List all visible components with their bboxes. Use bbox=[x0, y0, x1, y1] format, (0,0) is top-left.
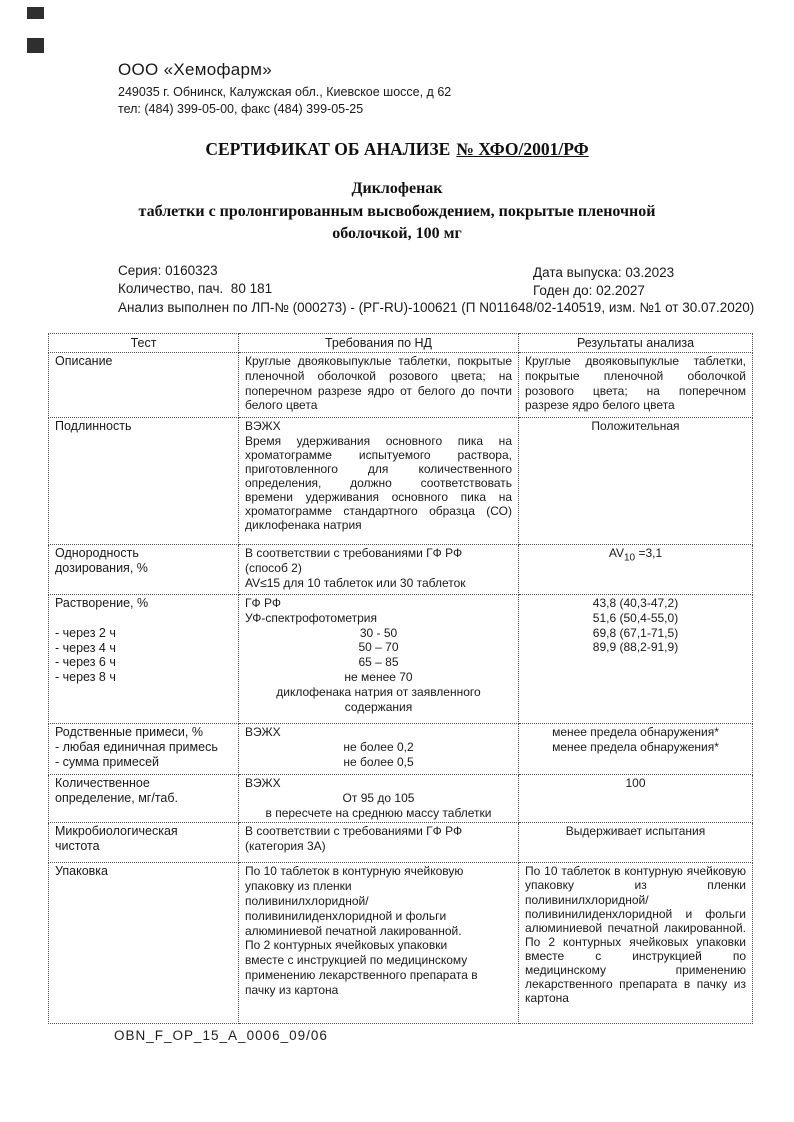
requirement-cell: Круглые двояковыпуклые таблетки, покрытые пленочной оболочкой розового цвета; на поперечном разрезе ядро от белого до почти белого цвета bbox=[239, 353, 519, 418]
test-name-line: Родственные примеси, % bbox=[55, 725, 203, 739]
requirement-line: (способ 2) bbox=[245, 560, 302, 575]
result-cell bbox=[519, 545, 753, 595]
limit-value: 65 – 85 bbox=[358, 655, 399, 670]
column-header-results: Результаты анализа bbox=[519, 334, 753, 353]
company-phone: тел: (484) 399-05-00, факс (484) 399-05-25 bbox=[118, 102, 364, 116]
test-name-line: чистота bbox=[55, 839, 100, 854]
release-date-label: Дата выпуска: 03.2023 bbox=[533, 265, 675, 280]
table-header-row bbox=[49, 334, 753, 353]
line-spacer bbox=[55, 611, 232, 626]
result-value: 69,8 (67,1-71,5) bbox=[592, 625, 679, 640]
company-block bbox=[118, 60, 451, 116]
method-label: ВЭЖХ bbox=[245, 725, 281, 739]
limit-value: не более 0,5 bbox=[343, 754, 414, 769]
test-name-line: определение, мг/таб. bbox=[55, 790, 179, 805]
limit-value: От 95 до 105 bbox=[342, 790, 415, 805]
test-name-line: Микробиологическая bbox=[55, 824, 178, 839]
table-row-packaging bbox=[49, 863, 753, 1024]
table-row-dissolution bbox=[49, 595, 753, 724]
limit-value: 50 – 70 bbox=[358, 640, 399, 655]
result-cell: Положительная bbox=[519, 418, 753, 545]
expiry-date-label: Годен до: 02.2027 bbox=[533, 283, 645, 298]
product-block bbox=[0, 178, 794, 246]
requirement-line: применению лекарственного препарата в bbox=[245, 967, 478, 982]
requirement-note: диклофенака натрия от заявленного bbox=[276, 684, 481, 699]
method-label: ВЭЖХ bbox=[245, 419, 281, 433]
test-name-line: Количественное bbox=[55, 776, 150, 790]
result-cell: 100 bbox=[519, 775, 753, 823]
timepoint-label: - через 8 ч bbox=[55, 670, 116, 685]
test-name-cell: Подлинность bbox=[49, 418, 239, 545]
timepoint-label: - через 4 ч bbox=[55, 640, 116, 655]
requirement-note: содержания bbox=[344, 699, 413, 714]
test-name-cell bbox=[49, 724, 239, 775]
timepoint-label: - через 2 ч bbox=[55, 625, 116, 640]
requirement-line: упаковку из пленки bbox=[245, 879, 352, 894]
test-name-line: Однородность bbox=[55, 546, 139, 560]
series-label: Серия: 0160323 bbox=[118, 263, 218, 278]
result-cell bbox=[519, 595, 753, 724]
certificate-number: № ХФО/2001/РФ bbox=[456, 139, 589, 159]
timepoint-label: - через 6 ч bbox=[55, 655, 116, 670]
requirement-cell bbox=[239, 823, 519, 863]
company-name: ООО «Хемофарм» bbox=[118, 60, 273, 79]
product-form-line2: оболочкой, 100 мг bbox=[332, 225, 462, 242]
page-title bbox=[0, 139, 794, 160]
result-cell: По 10 таблеток в контурную ячейковую упаковку из пленки поливинилхлоридной/ поливинилиденхлоридной и фольги алюминиевой печатной лакированной. По 2 контурных ячейковых упаковки вместе с инструкцией по медицинскому применению лекарственного препарата в пачку из картона bbox=[519, 863, 753, 1024]
certificate-title-label: СЕРТИФИКАТ ОБ АНАЛИЗЕ bbox=[205, 139, 451, 159]
test-name-cell bbox=[49, 595, 239, 724]
analysis-table bbox=[48, 333, 753, 1024]
table-row-description bbox=[49, 353, 753, 418]
table-row-assay bbox=[49, 775, 753, 823]
method-label: ГФ РФ bbox=[245, 596, 281, 610]
requirement-line: AV≤15 для 10 таблеток или 30 таблеток bbox=[245, 575, 466, 590]
test-name-line: Растворение, % bbox=[55, 596, 149, 610]
requirement-line: В соответствии с требованиями ГФ РФ bbox=[245, 546, 463, 560]
method-label: ВЭЖХ bbox=[245, 776, 281, 790]
requirement-cell bbox=[239, 724, 519, 775]
table-row-related-impurities bbox=[49, 724, 753, 775]
requirement-cell bbox=[239, 775, 519, 823]
test-name-line: - сумма примесей bbox=[55, 754, 160, 769]
requirement-line: (категория 3А) bbox=[245, 839, 326, 854]
result-value: менее предела обнаружения* bbox=[552, 739, 719, 754]
test-name-cell bbox=[49, 775, 239, 823]
requirement-line: алюминиевой печатной лакированной. bbox=[245, 923, 462, 938]
requirement-line: В соответствии с требованиями ГФ РФ bbox=[245, 824, 463, 839]
requirement-line: По 10 таблеток в контурную ячейковую bbox=[245, 864, 464, 879]
requirement-cell bbox=[239, 418, 519, 545]
av-label: AV bbox=[608, 546, 624, 560]
column-header-test: Тест bbox=[49, 334, 239, 353]
requirement-note: в пересчете на среднюю массу таблетки bbox=[265, 805, 492, 820]
result-cell: Выдерживает испытания bbox=[519, 823, 753, 863]
limit-value: не менее 70 bbox=[344, 669, 413, 684]
table-row-identity bbox=[49, 418, 753, 545]
test-name-line: дозирования, % bbox=[55, 560, 148, 575]
limit-value: 30 - 50 bbox=[359, 625, 398, 640]
test-name-cell: Упаковка bbox=[49, 863, 239, 1024]
scan-mark-bottom bbox=[27, 38, 44, 53]
requirement-cell bbox=[239, 863, 519, 1024]
analysis-reference-line: Анализ выполнен по ЛП-№ (000273) - (РГ-RU)-100621 (П N011648/02-140519, изм. №1 от 30.07.2020) bbox=[118, 300, 755, 315]
scan-mark-top bbox=[27, 7, 44, 19]
result-value: 51,6 (50,4-55,0) bbox=[592, 610, 679, 625]
limit-value: не более 0,2 bbox=[343, 739, 414, 754]
column-header-requirements: Требования по НД bbox=[239, 334, 519, 353]
product-form-line1: таблетки с пролонгированным высвобождением, покрытые пленочной bbox=[138, 202, 656, 220]
quantity-label: Количество, пач. 80 181 bbox=[118, 281, 273, 296]
av-subscript: 10 bbox=[623, 552, 636, 564]
product-name: Диклофенак bbox=[351, 180, 443, 197]
result-cell: Круглые двояковыпуклые таблетки, покрытые пленочной оболочкой розового цвета; на поперечном разрезе ядро белого цвета bbox=[519, 353, 753, 418]
requirement-line: поливинилхлоридной/ bbox=[245, 893, 369, 908]
requirement-line: вместе с инструкцией по медицинскому bbox=[245, 953, 468, 968]
av-value: =3,1 bbox=[635, 546, 663, 560]
requirement-text: Время удерживания основного пика на хроматограмме испытуемого раствора, приготовленного для количественного определения, должно соответствовать времени удерживания основного пика на хроматограмме стандартного образца (СО) диклофенака натрия bbox=[245, 433, 512, 533]
form-code: OBN_F_OP_15_A_0006_09/06 bbox=[114, 1028, 328, 1043]
requirement-line: пачку из картона bbox=[245, 982, 339, 997]
company-address: 249035 г. Обнинск, Калужская обл., Киевское шоссе, д 62 bbox=[118, 85, 452, 99]
result-value: 43,8 (40,3-47,2) bbox=[592, 596, 679, 610]
requirement-line: поливинилиденхлоридной и фольги bbox=[245, 908, 447, 923]
test-name-cell bbox=[49, 545, 239, 595]
method-label: УФ-спектрофотометрия bbox=[245, 610, 377, 625]
requirement-line: По 2 контурных ячейковых упаковки bbox=[245, 938, 448, 953]
table-row-microbiological-purity bbox=[49, 823, 753, 863]
table-row-dose-uniformity bbox=[49, 545, 753, 595]
test-name-cell bbox=[49, 823, 239, 863]
result-value: менее предела обнаружения* bbox=[552, 725, 719, 739]
requirement-cell bbox=[239, 545, 519, 595]
result-cell bbox=[519, 724, 753, 775]
test-name-cell: Описание bbox=[49, 353, 239, 418]
requirement-cell bbox=[239, 595, 519, 724]
result-value: 89,9 (88,2-91,9) bbox=[592, 640, 679, 655]
test-name-line: - любая единичная примесь bbox=[55, 739, 218, 754]
